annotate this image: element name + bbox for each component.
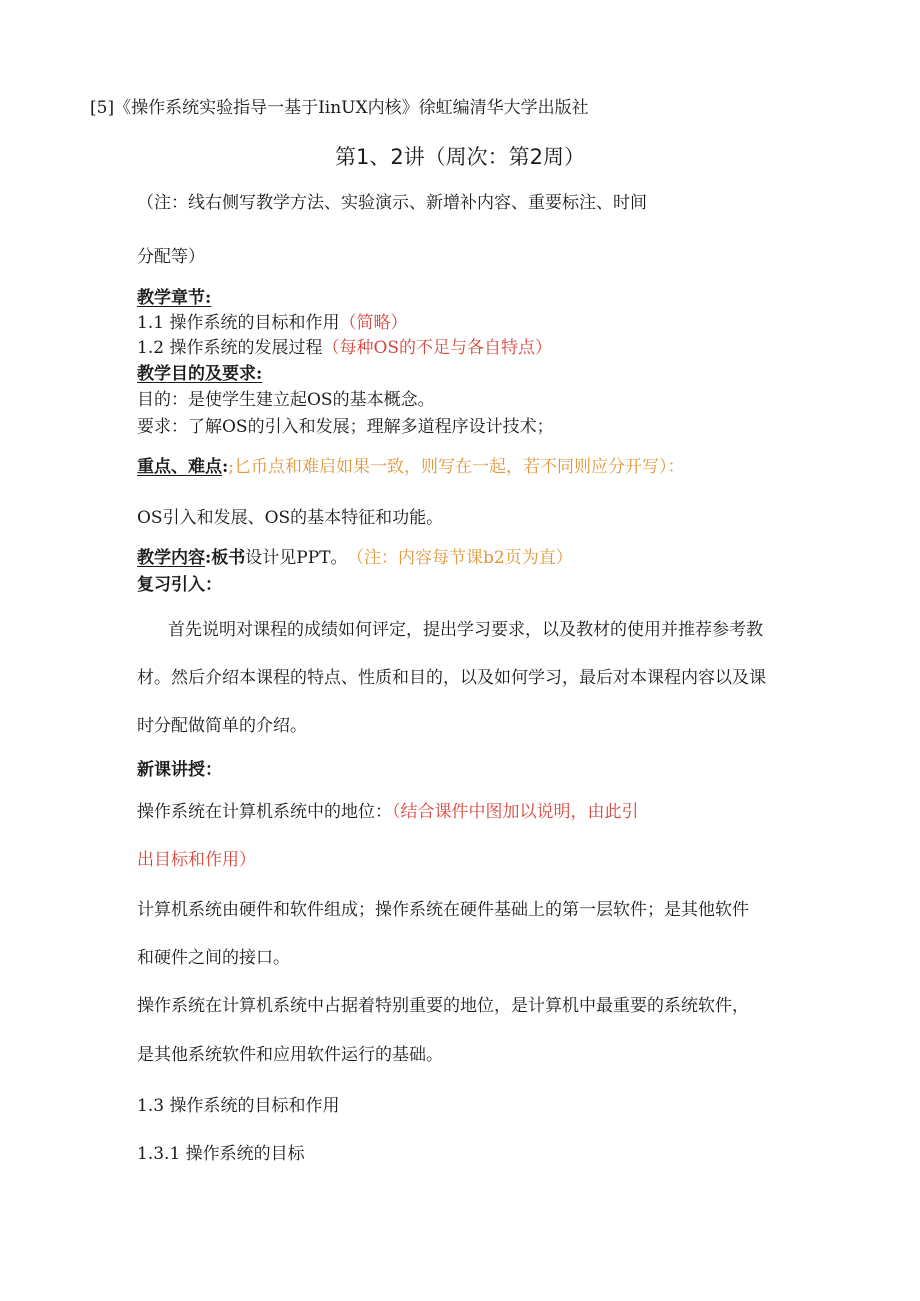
chapter-heading: 教学章节: — [137, 288, 212, 308]
board-label: 板书 — [211, 548, 246, 568]
board-text: 设计见PPT。 — [245, 548, 348, 568]
objectives-purpose: 目的：是使学生建立起OS的基本概念。 — [137, 390, 435, 410]
review-para-line-1: 首先说明对课程的成绩如何评定，提出学习要求，以及教材的使用并推荐参考教 — [168, 620, 763, 640]
keypoints-line — [137, 457, 685, 477]
keypoints-heading: 重点、难点 — [137, 457, 222, 477]
content-note: （注：内容每节课b2页为直） — [355, 548, 573, 568]
note-line-2: 分配等） — [137, 247, 205, 267]
note-line-1: （注：线右侧写教学方法、实验演示、新增补内容、重要标注、时间 — [137, 193, 647, 213]
chapter-item-1 — [137, 313, 407, 333]
chapter-item-2 — [137, 338, 552, 358]
section-1-3-1: 1.3.1 操作系统的目标 — [137, 1144, 305, 1164]
objectives-heading: 教学目的及要求: — [137, 364, 263, 384]
chapter-item-1-text: 1.1 操作系统的目标和作用 — [137, 313, 340, 333]
position-line — [137, 802, 639, 822]
review-para-line-3: 时分配做简单的介绍。 — [137, 716, 307, 736]
page-title: 第1、2讲（周次：第2周） — [334, 145, 586, 169]
chapter-item-1-annotation: （简略） — [339, 313, 408, 333]
objectives-requirement: 要求：了解OS的引入和发展；理解多道程序设计技术； — [137, 417, 554, 437]
content-colon: : — [205, 548, 212, 568]
reference-line: [5]《操作系统实验指导一基于IinUX内核》徐虹编清华大学出版社 — [90, 98, 589, 118]
keypoints-colon: : — [222, 457, 229, 477]
new-lesson-heading: 新课讲授： — [137, 760, 222, 780]
para2-line-2: 是其他系统软件和应用软件运行的基础。 — [137, 1045, 443, 1065]
position-note-1: （结合课件中图加以说明，由此引 — [392, 802, 639, 822]
position-note-2: 出目标和作用） — [137, 850, 256, 870]
para1-line-1: 计算机系统由硬件和软件组成；操作系统在硬件基础上的第一层软件；是其他软件 — [137, 900, 749, 920]
chapter-item-2-text: 1.2 操作系统的发展过程 — [137, 338, 323, 358]
keypoints-content: OS引入和发展、OS的基本特征和功能。 — [137, 508, 444, 528]
content-heading: 教学内容 — [137, 548, 205, 568]
section-1-3: 1.3 操作系统的目标和作用 — [137, 1096, 340, 1116]
position-text: 操作系统在计算机系统中的地位： — [137, 802, 392, 822]
review-para-line-2: 材。然后介绍本课程的特点、性质和目的，以及如何学习，最后对本课程内容以及课 — [137, 668, 766, 688]
para1-line-2: 和硬件之间的接口。 — [137, 948, 290, 968]
review-heading: 复习引入： — [137, 575, 222, 595]
chapter-item-2-annotation: （每种OS的不足与各自特点） — [322, 338, 553, 358]
keypoints-note: ;匕币点和难启如果一致，则写在一起，若不同则应分开写）： — [228, 457, 685, 477]
content-line — [137, 548, 573, 568]
para2-line-1: 操作系统在计算机系统中占据着特别重要的地位，是计算机中最重要的系统软件， — [137, 996, 749, 1016]
